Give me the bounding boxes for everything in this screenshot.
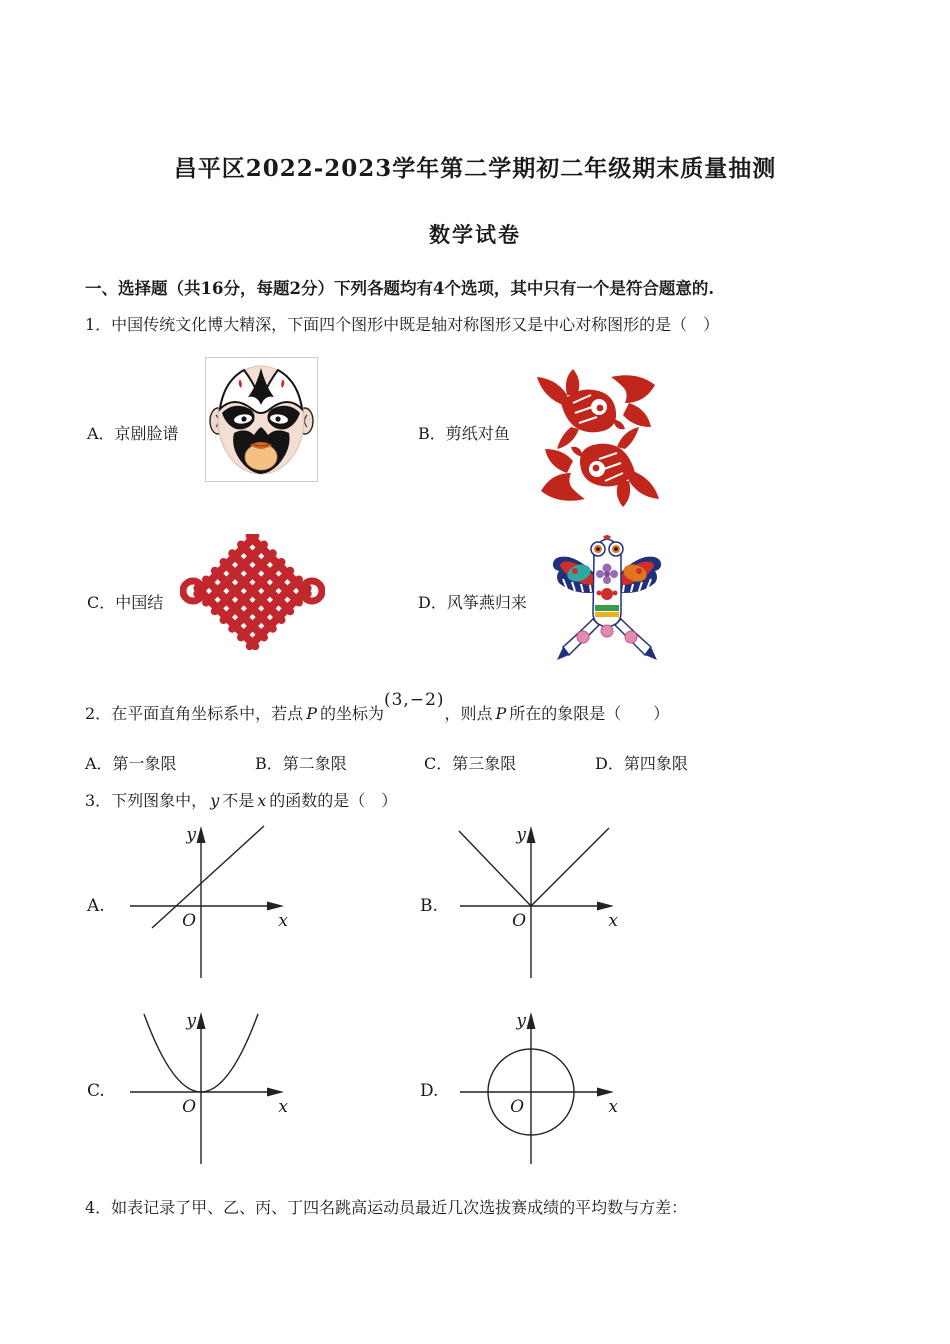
q2-option-c: C．第三象限 bbox=[424, 754, 517, 773]
q3-mid: 不是 bbox=[222, 791, 255, 810]
q3-graph-c-parabola bbox=[116, 1004, 296, 1176]
svg-text:O: O bbox=[510, 1097, 524, 1117]
q3-suffix: 的函数的是（ ） bbox=[269, 791, 398, 810]
q1-option-b-label: B．剪纸对鱼 bbox=[418, 424, 510, 443]
q3-prefix: 3．下列图象中， bbox=[85, 791, 208, 810]
q2-suffix: 所在的象限是（ ） bbox=[509, 704, 670, 723]
q2-var-p2: P bbox=[495, 704, 507, 723]
q2-coordinate: (3,−2) bbox=[383, 690, 445, 710]
q3-var-y: y bbox=[210, 791, 220, 810]
chinese-knot-image bbox=[180, 534, 325, 650]
q2-var-p1: P bbox=[306, 704, 317, 723]
q3-graph-a-label: A. bbox=[87, 896, 105, 916]
svg-text:O: O bbox=[182, 1097, 196, 1117]
svg-text:y: y bbox=[186, 1011, 196, 1031]
svg-text:x: x bbox=[608, 911, 618, 931]
question-2-text bbox=[85, 690, 885, 726]
paper-cut-twin-fish-image bbox=[533, 369, 663, 507]
q2-option-a: A．第一象限 bbox=[85, 754, 177, 773]
question-3-text bbox=[85, 789, 885, 812]
q2-option-d: D．第四象限 bbox=[595, 754, 688, 773]
q2-prefix: 2．在平面直角坐标系中，若点 bbox=[85, 704, 304, 723]
question-1-text: 1．中国传统文化博大精深，下面四个图形中既是轴对称图形又是中心对称图形的是（ ） bbox=[85, 315, 720, 334]
exam-title: 昌平区2022-2023学年第二学期初二年级期末质量抽测 bbox=[173, 155, 777, 182]
q2-mid2: ，则点 bbox=[444, 704, 493, 723]
q3-graph-d-circle bbox=[446, 1004, 626, 1176]
svg-text:x: x bbox=[278, 911, 288, 931]
q1-option-d-label: D．风筝燕归来 bbox=[418, 593, 527, 612]
question-4-text: 4．如表记录了甲、乙、丙、丁四名跳高运动员最近几次选拔赛成绩的平均数与方差： bbox=[85, 1198, 688, 1217]
svg-text:x: x bbox=[608, 1097, 618, 1117]
svg-text:O: O bbox=[182, 911, 196, 931]
q3-graph-b-label: B. bbox=[420, 896, 438, 916]
svg-text:y: y bbox=[516, 825, 526, 845]
q1-option-a-label: A．京剧脸谱 bbox=[87, 424, 179, 443]
q2-option-b: B．第二象限 bbox=[255, 754, 347, 773]
svg-text:O: O bbox=[512, 911, 526, 931]
q3-graph-b-vshape bbox=[446, 818, 626, 990]
svg-text:y: y bbox=[186, 825, 196, 845]
peking-opera-mask-image bbox=[205, 357, 318, 482]
q3-graph-a-line bbox=[116, 818, 296, 990]
swallow-kite-image bbox=[549, 533, 665, 661]
exam-subtitle: 数学试卷 bbox=[429, 222, 521, 247]
svg-text:x: x bbox=[278, 1097, 288, 1117]
q2-mid1: 的坐标为 bbox=[319, 704, 384, 723]
q3-graph-c-label: C. bbox=[87, 1081, 105, 1101]
section-heading: 一、选择题（共16分，每题2分）下列各题均有4个选项，其中只有一个是符合题意的. bbox=[85, 279, 715, 298]
q3-graph-d-label: D. bbox=[420, 1081, 439, 1101]
q1-option-c-label: C．中国结 bbox=[87, 593, 164, 612]
q3-var-x: x bbox=[257, 791, 267, 810]
svg-text:y: y bbox=[516, 1011, 526, 1031]
